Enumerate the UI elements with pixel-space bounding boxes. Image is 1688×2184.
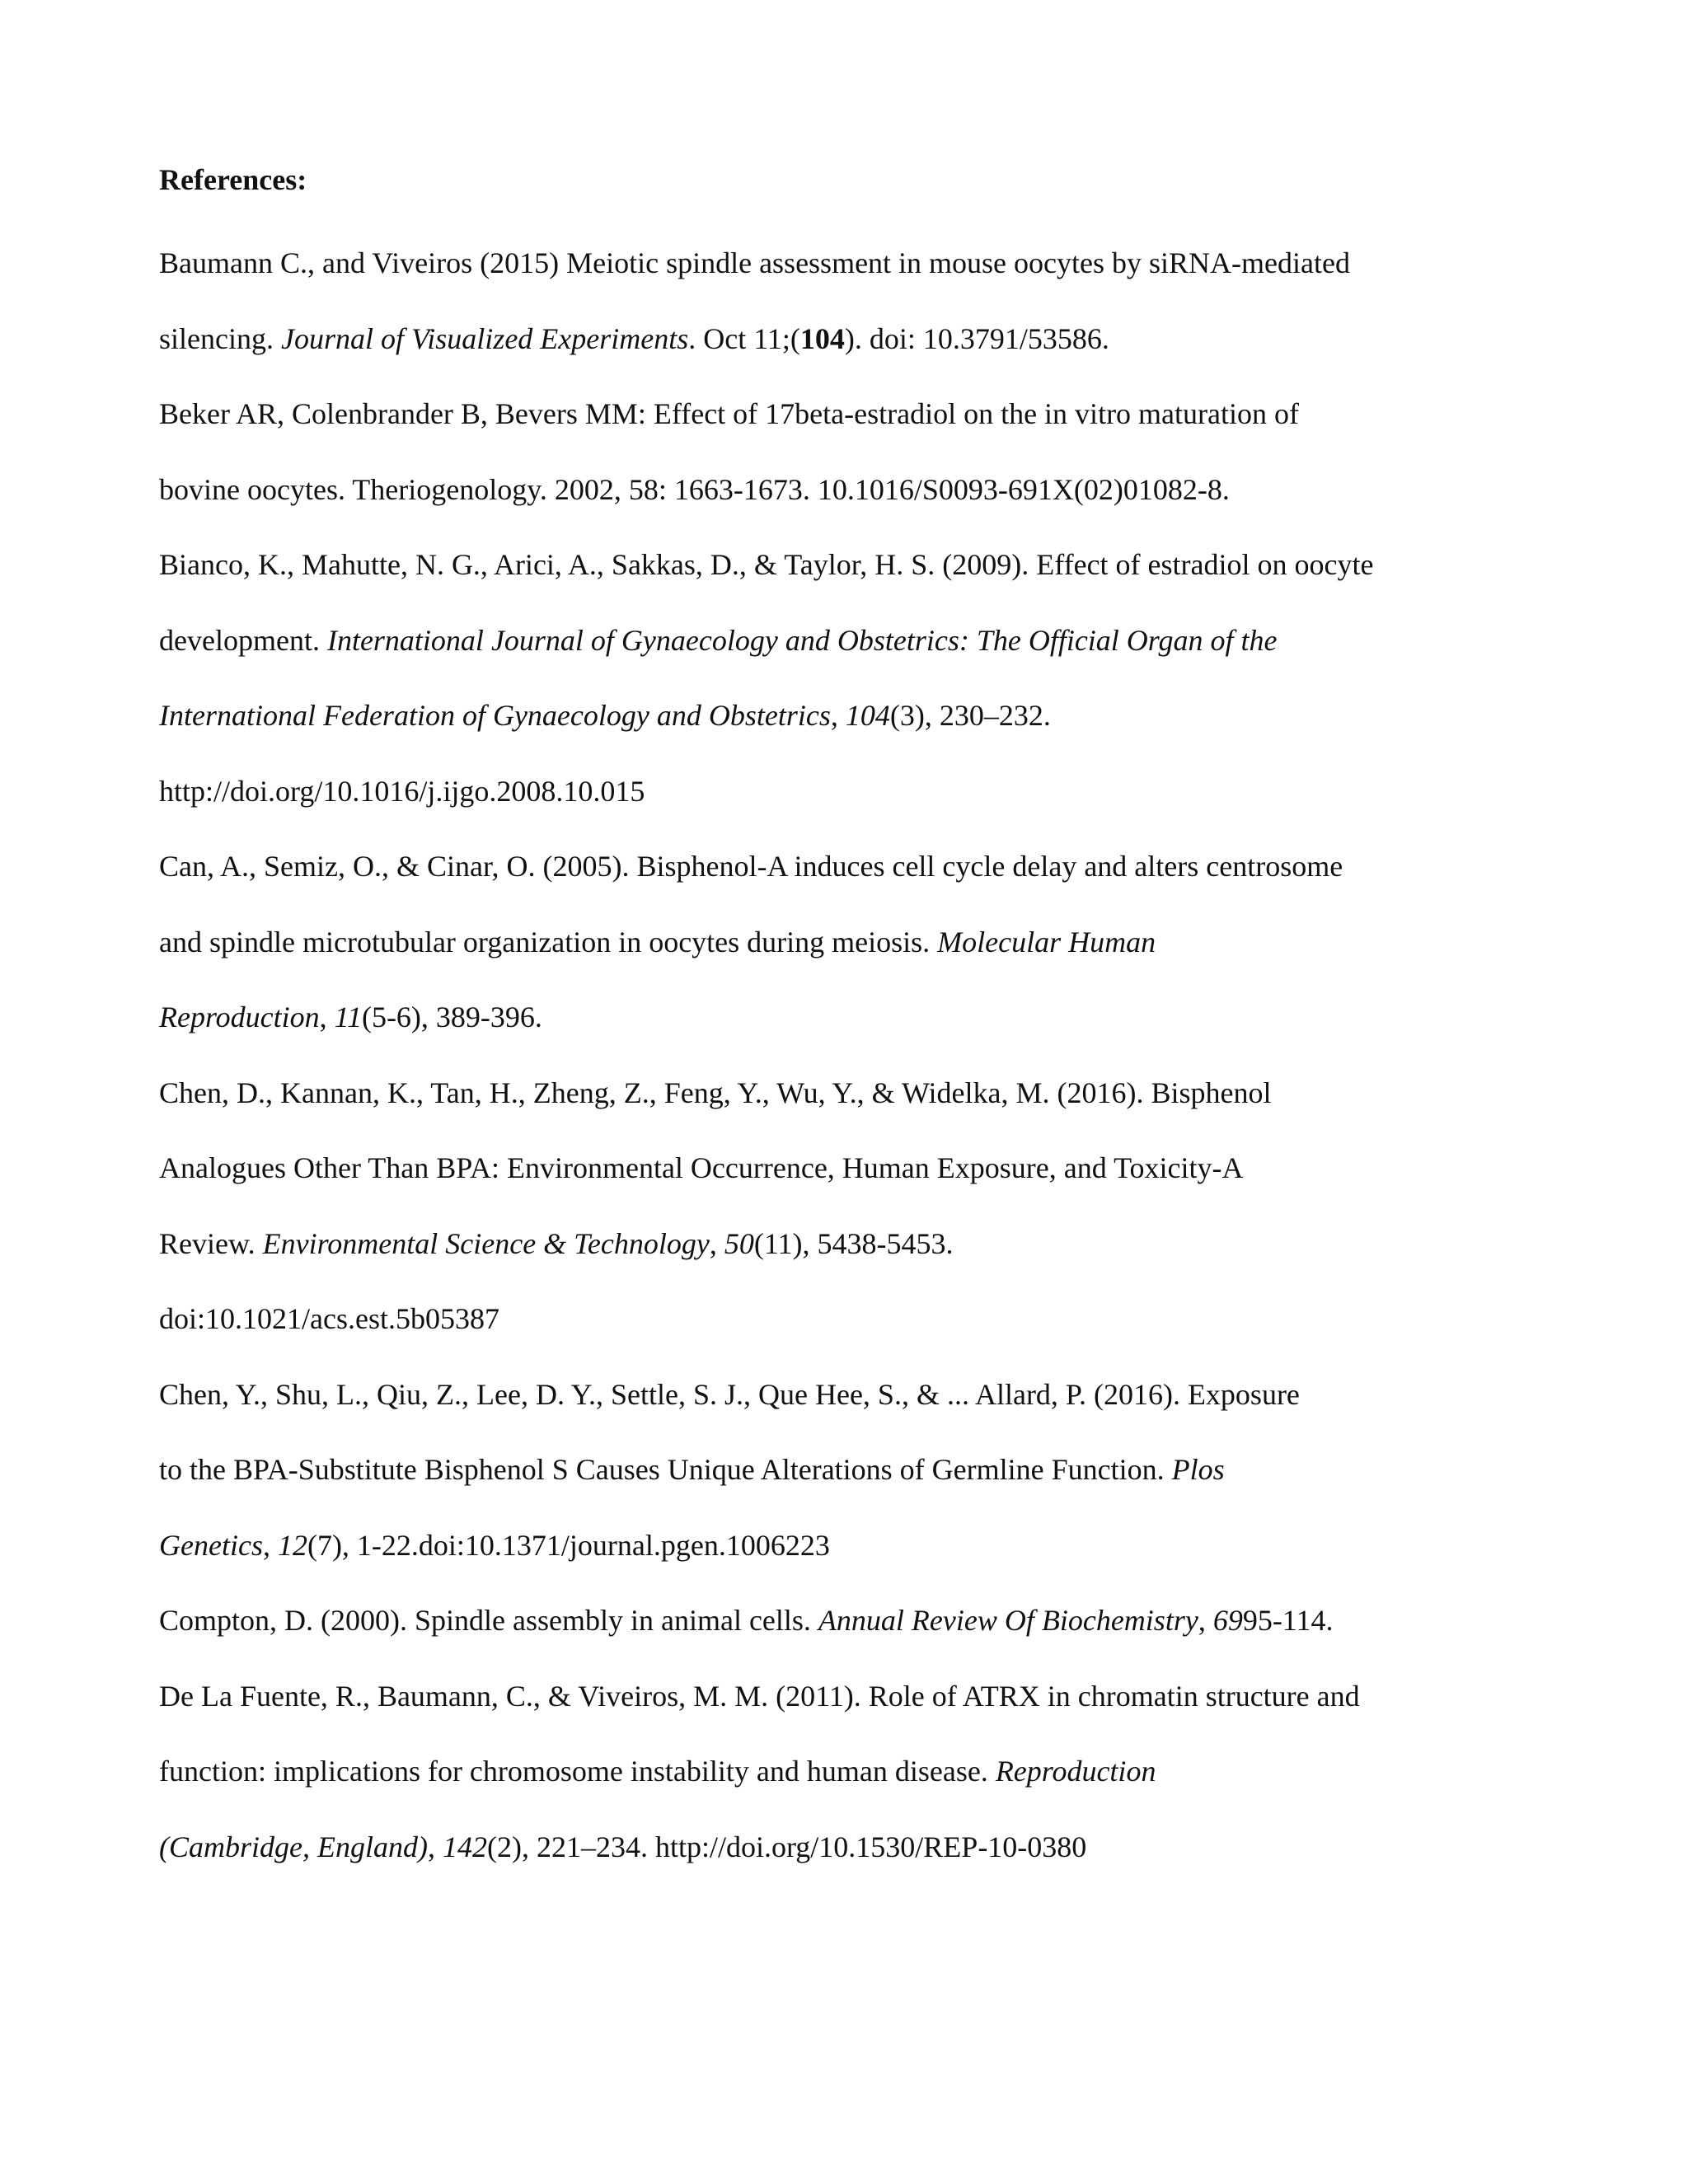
reference-entry bbox=[159, 226, 1544, 377]
reference-line: development. International Journal of Gynaecology and Obstetrics: The Official Organ of the bbox=[159, 623, 1278, 657]
reference-line: function: implications for chromosome instability and human disease. Reproduction bbox=[159, 1755, 1156, 1788]
volume-number: 50 bbox=[724, 1226, 754, 1260]
volume-number: 11 bbox=[334, 1001, 362, 1033]
volume-number: 12 bbox=[277, 1528, 307, 1562]
reference-line: silencing. Journal of Visualized Experiments. Oct 11;(104). doi: 10.3791/53586. bbox=[159, 321, 1109, 355]
volume-number: 142 bbox=[442, 1830, 487, 1863]
reference-line: Reproduction, 11(5-6), 389-396. bbox=[159, 1001, 542, 1033]
journal-title: Annual Review Of Biochemistry bbox=[818, 1604, 1198, 1637]
journal-title: International Federation of Gynaecology and Obstetrics bbox=[159, 699, 831, 732]
journal-title: International Journal of Gynaecology and Obstetrics: The Official Organ of the bbox=[326, 623, 1278, 657]
reference-entry bbox=[159, 1056, 1544, 1357]
journal-title: Reproduction bbox=[159, 1001, 320, 1033]
journal-title: Environmental Science & Technology bbox=[262, 1226, 710, 1260]
journal-title: Journal of Visualized Experiments bbox=[280, 321, 689, 355]
reference-line: doi:10.1021/acs.est.5b05387 bbox=[159, 1302, 499, 1335]
reference-entry bbox=[159, 1583, 1544, 1659]
volume-number: 69 bbox=[1212, 1604, 1243, 1637]
reference-line: Bianco, K., Mahutte, N. G., Arici, A., Sakkas, D., & Taylor, H. S. (2009). Effect of estradiol on oocyte bbox=[159, 548, 1374, 581]
reference-entry bbox=[159, 1659, 1544, 1886]
journal-title: Reproduction bbox=[995, 1755, 1156, 1788]
journal-title: Molecular Human bbox=[937, 925, 1156, 958]
reference-line: Beker AR, Colenbrander B, Bevers MM: Effect of 17beta-estradiol on the in vitro maturation of bbox=[159, 397, 1299, 430]
reference-entry bbox=[159, 829, 1544, 1056]
reference-line: Chen, Y., Shu, L., Qiu, Z., Lee, D. Y., Settle, S. J., Que Hee, S., & ... Allard, P. (2016). Exposure bbox=[159, 1377, 1300, 1411]
reference-line: to the BPA-Substitute Bisphenol S Causes Unique Alterations of Germline Function. Plos bbox=[159, 1453, 1225, 1486]
reference-line: and spindle microtubular organization in oocytes during meiosis. Molecular Human bbox=[159, 925, 1156, 958]
reference-line: Can, A., Semiz, O., & Cinar, O. (2005). Bisphenol-A induces cell cycle delay and alters centrosome bbox=[159, 850, 1343, 883]
reference-list bbox=[159, 226, 1544, 1885]
references-heading: References: bbox=[159, 163, 307, 196]
reference-entry bbox=[159, 527, 1544, 829]
journal-title: (Cambridge, England) bbox=[159, 1830, 428, 1863]
reference-line: International Federation of Gynaecology and Obstetrics, 104(3), 230–232. bbox=[159, 699, 1051, 732]
journal-title: Plos bbox=[1171, 1453, 1225, 1486]
reference-line: Baumann C., and Viveiros (2015) Meiotic spindle assessment in mouse oocytes by siRNA-mediated bbox=[159, 246, 1350, 279]
reference-line: bovine oocytes. Theriogenology. 2002, 58: 1663-1673. 10.1016/S0093-691X(02)01082-8. bbox=[159, 472, 1230, 506]
reference-line: De La Fuente, R., Baumann, C., & Viveiros, M. M. (2011). Role of ATRX in chromatin structure and bbox=[159, 1679, 1360, 1713]
reference-line: Review. Environmental Science & Technology, 50(11), 5438-5453. bbox=[159, 1226, 954, 1260]
reference-line: Genetics, 12(7), 1-22.doi:10.1371/journal.pgen.1006223 bbox=[159, 1528, 830, 1562]
reference-line: Chen, D., Kannan, K., Tan, H., Zheng, Z., Feng, Y., Wu, Y., & Widelka, M. (2016). Bisphenol bbox=[159, 1076, 1272, 1109]
reference-entry bbox=[159, 377, 1544, 527]
reference-line: http://doi.org/10.1016/j.ijgo.2008.10.015 bbox=[159, 774, 645, 808]
volume-number: 104 bbox=[845, 699, 890, 732]
reference-entry bbox=[159, 1357, 1544, 1584]
reference-line: (Cambridge, England), 142(2), 221–234. http://doi.org/10.1530/REP-10-0380 bbox=[159, 1830, 1087, 1863]
reference-line: Compton, D. (2000). Spindle assembly in animal cells. Annual Review Of Biochemistry, 6995-114. bbox=[159, 1604, 1334, 1637]
issue-number: 104 bbox=[799, 321, 845, 355]
journal-title: Genetics bbox=[159, 1528, 263, 1562]
reference-line: Analogues Other Than BPA: Environmental Occurrence, Human Exposure, and Toxicity-A bbox=[159, 1151, 1244, 1184]
